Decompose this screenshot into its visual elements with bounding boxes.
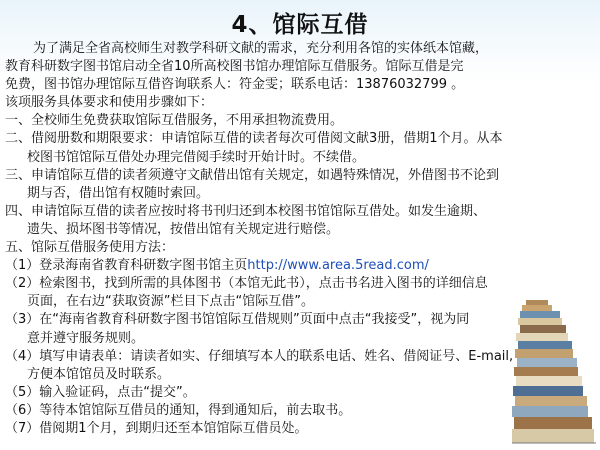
step-5: （5）输入验证码，点击“提交”。 xyxy=(5,384,196,400)
rule-2-line-1: 二、借阅册数和期限要求：申请馆际互借的读者每次可借阅文献3册，借期1个月。从本 xyxy=(5,131,503,147)
step-3-line-1: （3）在“海南省教育科研数字图书馆馆际互借规则”页面中点击“我接受”，视为同 xyxy=(5,312,470,328)
step-7: （7）借阅期1个月，到期归还至本馆馆际互借员处。 xyxy=(5,420,308,436)
step-3-line-2: 意并遵守服务规则。 xyxy=(27,330,145,346)
step-6: （6）等待本馆馆际互借员的通知，得到通知后，前去取书。 xyxy=(5,402,352,418)
step-4-line-1: （4）填写申请表单：请读者如实、仔细填写本人的联系电话、姓名、借阅证号、E-mail, xyxy=(5,348,514,364)
step-1 xyxy=(5,257,565,275)
intro-line-2: 教育科研数字图书馆启动全省10所高校图书馆办理馆际互借服务。馆际互借是完 xyxy=(5,59,464,75)
rule-3-line-1: 三、申请馆际互借的读者须遵守文献借出馆有关规定，如遇特殊情况，外借图书不论到 xyxy=(5,167,500,183)
rule-4-line-2: 遗失、损坏图书等情况，按借出馆有关规定进行赔偿。 xyxy=(27,221,340,237)
step-1-text: （1）登录海南省教育科研数字图书馆主页 xyxy=(5,258,248,274)
stack-of-books-icon xyxy=(512,300,597,445)
intro-line-1: 为了满足全省高校师生对教学科研文献的需求，充分利用各馆的实体纸本馆藏， xyxy=(33,41,489,56)
step-2-line-1: （2）检索图书，找到所需的具体图书（本馆无此书），点击书名进入图书的详细信息 xyxy=(5,276,488,292)
rule-2-line-2: 校图书馆馆际互借处办理完借阅手续时开始计时。不续借。 xyxy=(27,149,366,165)
rule-1: 一、全校师生免费获取馆际互借服务，不用承担物流费用。 xyxy=(5,113,344,129)
step-2-line-2: 页面，在右边“获取资源”栏目下点击“馆际互借”。 xyxy=(27,294,314,310)
intro-line-3: 免费，图书馆办理馆际互借咨询联系人：符金雯；联系电话：13876032799 。 xyxy=(5,77,465,93)
rule-3-line-2: 期与否，借出馆有权随时索回。 xyxy=(27,185,210,201)
intro-line-4: 该项服务具体要求和使用步骤如下： xyxy=(5,95,214,111)
rule-4-line-1: 四、申请馆际互借的读者应按时将书刊归还到本校图书馆馆际互借处。如发生逾期、 xyxy=(5,203,487,219)
slide-title: 4、馆际互借 xyxy=(231,12,369,38)
library-homepage-link[interactable]: http://www.area.5read.com/ xyxy=(247,258,429,274)
rule-5-heading: 五、馆际互借服务使用方法： xyxy=(5,240,175,256)
slide-body xyxy=(5,40,565,438)
step-4-line-2: 方便本馆馆员及时联系。 xyxy=(27,366,171,382)
